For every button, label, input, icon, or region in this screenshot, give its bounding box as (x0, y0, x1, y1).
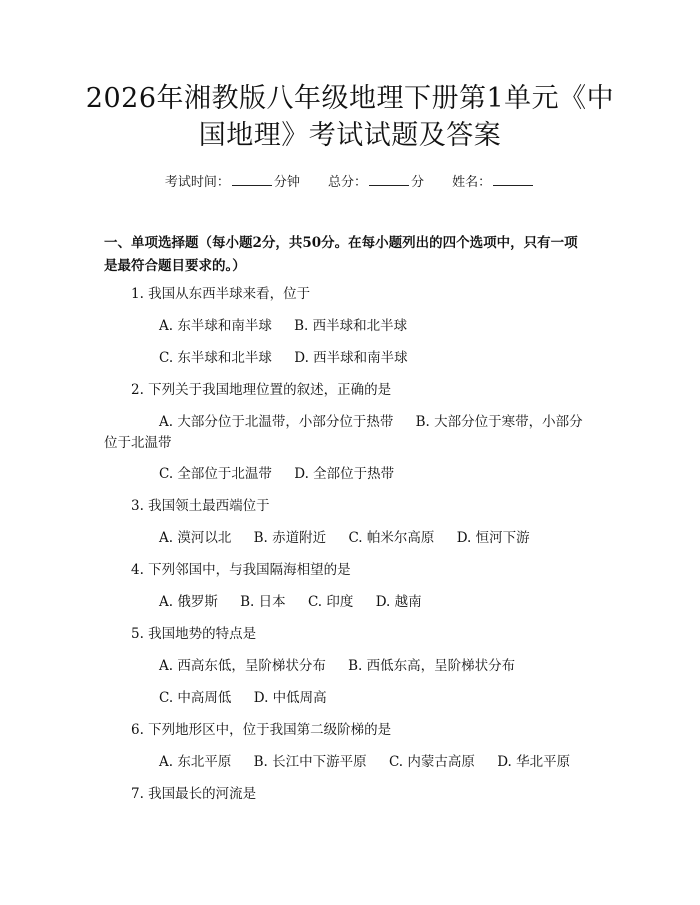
time-field (165, 175, 304, 190)
question-4: 4. 下列邻国中，与我国隔海相望的是 (131, 562, 351, 578)
question-5-options-row-2 (159, 686, 345, 706)
question-7: 7. 我国最长的河流是 (131, 786, 257, 802)
option-a[interactable]: A. 东北平原 (159, 754, 232, 770)
option-c[interactable]: C. 帕米尔高原 (348, 530, 435, 546)
question-2-options-row-1 (159, 410, 601, 430)
score-blank[interactable] (369, 175, 409, 186)
option-c[interactable]: C. 中高周低 (159, 690, 232, 706)
score-field (328, 175, 428, 190)
section-heading-line-2: 是最符合题目要求的。） (104, 258, 246, 274)
option-a[interactable]: A. 漠河以北 (159, 530, 232, 546)
option-b[interactable]: B. 大部分位于寒带，小部分 (415, 414, 583, 430)
question-2: 2. 下列关于我国地理位置的叙述，正确的是 (131, 382, 392, 398)
time-unit: 分钟 (273, 175, 300, 190)
option-d[interactable]: D. 越南 (375, 594, 422, 610)
option-d[interactable]: D. 全部位于热带 (294, 466, 395, 482)
option-c[interactable]: C. 东半球和北半球 (159, 350, 272, 366)
option-a[interactable]: A. 俄罗斯 (159, 594, 218, 610)
time-label: 考试时间： (164, 175, 230, 190)
option-b[interactable]: B. 西半球和北半球 (294, 318, 408, 334)
title-line-1: 2026年湘教版八年级地理下册第1单元《中 (85, 83, 615, 114)
option-b[interactable]: B. 西低东高，呈阶梯状分布 (348, 658, 516, 674)
option-a[interactable]: A. 大部分位于北温带，小部分位于热带 (159, 414, 394, 430)
question-2-options-row-2 (159, 462, 412, 482)
section-heading-line-1: 一、单项选择题（每小题2分，共50分。在每小题列出的四个选项中，只有一项 (104, 235, 578, 251)
section-heading (104, 232, 604, 278)
option-a[interactable]: A. 西高东低，呈阶梯状分布 (159, 658, 326, 674)
question-1-options-row-1 (159, 314, 425, 334)
score-label: 总分： (327, 175, 367, 190)
name-field (452, 175, 535, 190)
question-5: 5. 我国地势的特点是 (131, 626, 257, 642)
option-b[interactable]: B. 赤道附近 (253, 530, 327, 546)
option-c[interactable]: C. 全部位于北温带 (159, 466, 272, 482)
document-title (60, 80, 640, 154)
option-c[interactable]: C. 印度 (307, 594, 354, 610)
option-d[interactable]: D. 华北平原 (497, 754, 571, 770)
question-2-option-b-continued: 位于北温带 (104, 435, 172, 451)
name-label: 姓名： (452, 175, 492, 190)
option-d[interactable]: D. 恒河下游 (456, 530, 530, 546)
question-6-options (159, 750, 588, 770)
option-c[interactable]: C. 内蒙古高原 (388, 754, 475, 770)
option-b[interactable]: B. 日本 (240, 594, 286, 610)
question-1: 1. 我国从东西半球来看，位于 (131, 286, 311, 302)
exam-meta (0, 171, 700, 190)
score-unit: 分 (411, 175, 425, 190)
option-d[interactable]: D. 西半球和南半球 (294, 350, 408, 366)
question-3-options (159, 526, 548, 546)
time-blank[interactable] (232, 175, 272, 186)
option-b[interactable]: B. 长江中下游平原 (253, 754, 367, 770)
option-d[interactable]: D. 中低周高 (253, 690, 327, 706)
option-a[interactable]: A. 东半球和南半球 (159, 318, 272, 334)
question-5-options-row-1 (159, 654, 533, 674)
name-blank[interactable] (493, 175, 533, 186)
question-3: 3. 我国领土最西端位于 (131, 498, 270, 514)
question-4-options (159, 590, 440, 610)
title-line-2: 国地理》考试试题及答案 (198, 120, 502, 151)
question-1-options-row-2 (159, 346, 426, 366)
question-6: 6. 下列地形区中，位于我国第二级阶梯的是 (131, 722, 392, 738)
